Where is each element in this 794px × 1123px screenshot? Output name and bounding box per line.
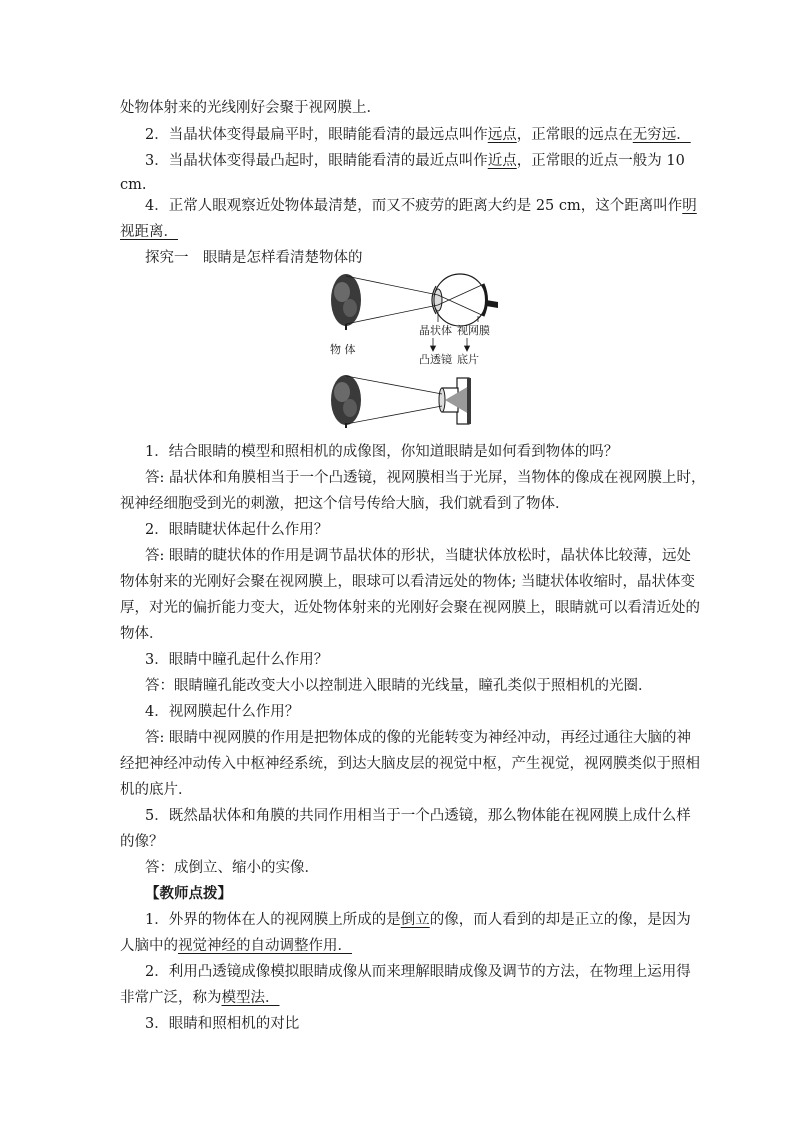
lens-label: 晶状体 — [419, 324, 452, 337]
answer-4-line-1: 答: 眼睛中视网膜的作用是把物体成的像的光能转变为神经冲动，再经过通往大脑的神 — [145, 730, 691, 746]
tip-2-line-1: 2．利用凸透镜成像模拟眼睛成像从而来理解眼睛成像及调节的方法，在物理上运用得 — [145, 964, 691, 980]
intro-line-1: 处物体射来的光线刚好会聚于视网膜上． — [120, 100, 381, 116]
question-2: 2．眼睛睫状体起什么作用？ — [145, 522, 329, 538]
distinct-vision-term: 明 — [682, 198, 697, 214]
tip-1-line-2 — [120, 936, 676, 956]
question-5-line-2: 的像？ — [120, 834, 164, 850]
question-3: 3．眼睛中瞳孔起什么作用？ — [145, 652, 329, 668]
question-5-line-1: 5．既然晶状体和角膜的共同作用相当于一个凸透镜，那么物体能在视网膜上成什么样 — [145, 808, 691, 824]
text: 的像，而人看到的却是正立的像，是因为 — [429, 912, 691, 928]
eye-camera-diagram — [320, 268, 505, 430]
tip-2-line-2 — [120, 988, 676, 1008]
intro-point-3-cont: cm. — [120, 177, 147, 193]
model-method-term: 模型法． — [221, 990, 280, 1006]
tree-object-lower — [331, 375, 361, 428]
tip-3: 3．眼睛和照相机的对比 — [145, 1016, 300, 1032]
text: ，正常眼的近点一般为 10 — [516, 153, 685, 169]
camera-model — [439, 378, 471, 424]
teacher-tips-heading: 【教师点拨】 — [145, 885, 232, 902]
object-label: 物 体 — [330, 343, 356, 356]
intro-point-4 — [145, 196, 701, 216]
near-point-term: 近点 — [487, 153, 517, 169]
answer-2-line-3: 厚，对光的偏折能力变大，近处物体射来的光刚好会聚在视网膜上，眼睛就可以看清近处的 — [120, 600, 700, 616]
distinct-vision-term-cont: 视距离． — [120, 224, 178, 240]
convex-lens-label: 凸透镜 — [419, 353, 452, 366]
question-1: 1．结合眼睛的模型和照相机的成像图，你知道眼睛是如何看到物体的吗？ — [145, 444, 619, 460]
retina-label: 视网膜 — [457, 324, 490, 337]
text: ，正常眼的远点在 — [516, 127, 633, 143]
text: 人脑中的 — [120, 938, 178, 954]
answer-4-line-2: 经把神经冲动传入中枢神经系统，到达大脑皮层的视觉中枢，产生视觉，视网膜类似于照相 — [120, 756, 700, 772]
infinity-term: 无穷远． — [632, 127, 691, 143]
question-4: 4．视网膜起什么作用？ — [145, 704, 300, 720]
eye-model — [432, 274, 498, 326]
intro-point-2 — [145, 125, 701, 145]
intro-point-3 — [145, 151, 701, 171]
film-label: 底片 — [457, 353, 479, 366]
answer-2-line-1: 答: 眼睛的睫状体的作用是调节晶状体的形状，当睫状体放松时，晶状体比较薄，远处 — [145, 548, 691, 564]
intro-point-4-cont — [120, 222, 676, 242]
answer-3: 答：眼睛瞳孔能改变大小以控制进入眼睛的光线量，瞳孔类似于照相机的光圈． — [145, 678, 653, 694]
answer-2-line-4: 物体． — [120, 626, 164, 642]
text: 2．当晶状体变得最扁平时，眼睛能看清的最远点叫作 — [145, 127, 488, 143]
far-point-term: 远点 — [487, 127, 517, 143]
answer-5: 答：成倒立、缩小的实像． — [145, 860, 319, 876]
text: 4．正常人眼观察近处物体最清楚，而又不疲劳的距离大约是 25 cm，这个距离叫作 — [145, 198, 683, 214]
answer-1-line-1: 答: 晶状体和角膜相当于一个凸透镜，视网膜相当于光屏，当物体的像成在视网膜上时， — [145, 470, 706, 486]
answer-4-line-3: 机的底片． — [120, 782, 193, 798]
section-title: 探究一 眼睛是怎样看清楚物体的 — [145, 250, 363, 266]
text: 非常广泛，称为 — [120, 990, 222, 1006]
text: 3．当晶状体变得最凸起时，眼睛能看清的最近点叫作 — [145, 153, 488, 169]
text: 1．外界的物体在人的视网膜上所成的是 — [145, 912, 401, 928]
tip-1-line-1 — [145, 910, 701, 930]
answer-2-line-2: 物体射来的光刚好会聚在视网膜上，眼球可以看清远处的物体; 当睫状体收缩时，晶状体变 — [120, 574, 695, 590]
inverted-term: 倒立 — [400, 912, 430, 928]
visual-nerve-term: 视觉神经的自动调整作用． — [178, 938, 352, 954]
light-rays-upper — [346, 276, 484, 324]
answer-1-line-2: 视神经细胞受到光的刺激，把这个信号传给大脑，我们就看到了物体． — [120, 496, 570, 512]
